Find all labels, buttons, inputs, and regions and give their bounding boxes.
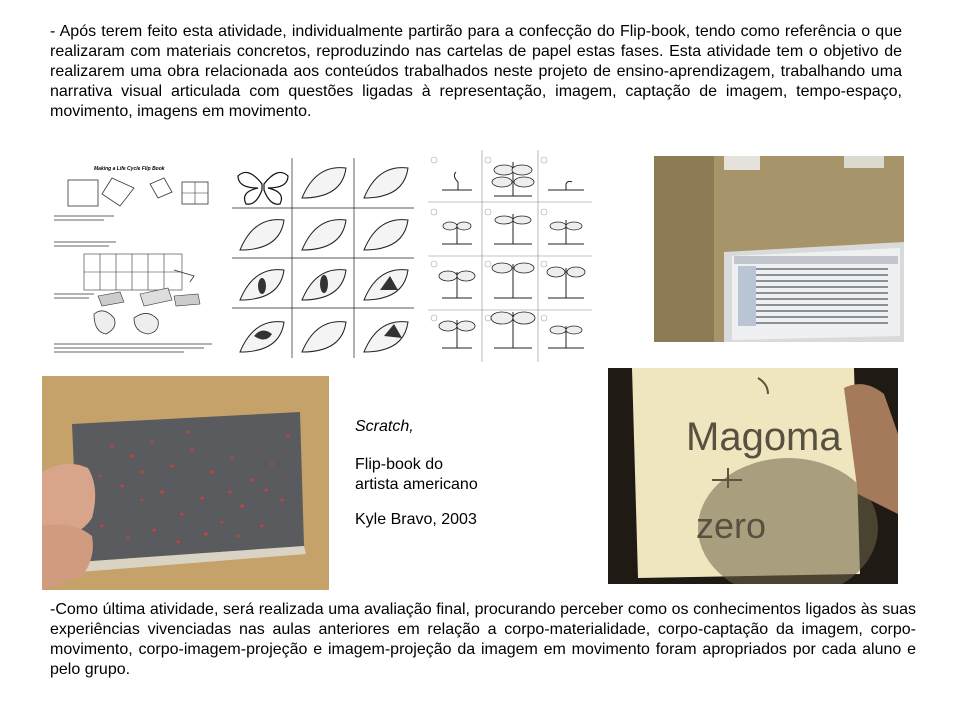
top-paragraph: - Após terem feito esta atividade, individualmente partirão para a confecção do Flip-book, tendo como referência o que realizaram com materiais concretos, reproduzindo nas cartelas de papel estas fases. Esta atividade tem o objetivo de realizarem uma obra relacionada aos conteúdos trabalhados neste projeto de ensino-aprendizagem, trabalhando uma narrativa visual articulada com questões ligadas à representação, imagem, captação de imagem, tempo-espaço, movimento, imagens em movimento. [50, 23, 902, 120]
flipbook-instructions-image [54, 160, 212, 356]
butterfly-grid-drawing [232, 158, 414, 358]
drawing-word-bottom: zero [696, 505, 767, 546]
caption-author-year: Kyle Bravo, 2003 [355, 511, 477, 528]
caption-artist: artista americano [355, 476, 478, 493]
instructions-drawing [54, 160, 212, 356]
drawing-photo-drawing [608, 368, 898, 584]
flipbook-photo [42, 376, 329, 590]
drawing-word-top: Magoma [686, 415, 842, 459]
instructions-title: Making a Life Cycle Flip Book [94, 166, 165, 172]
plant-lifecycle-image [428, 150, 592, 362]
monitor-photo-drawing [654, 156, 904, 342]
drawing-photo [608, 368, 898, 584]
flipbook-photo-drawing [42, 376, 329, 590]
monitor-photo [654, 156, 904, 342]
plant-grid-drawing [428, 150, 592, 362]
caption-scratch: Scratch, [355, 418, 414, 435]
bottom-paragraph: -Como última atividade, será realizada uma avaliação final, procurando perceber como os conhecimentos ligados às suas experiências vivenciadas nas aulas anteriores em relação a corpo-materialidade, corpo-captação da imagem, corpo-movimento, corpo-imagem-projeção e imagem-projeção da imagem em movimento foram apropriados por cada aluno e pelo grupo. [50, 601, 916, 678]
caption-flipbook: Flip-book do [355, 456, 444, 473]
butterfly-lifecycle-image [232, 158, 414, 358]
